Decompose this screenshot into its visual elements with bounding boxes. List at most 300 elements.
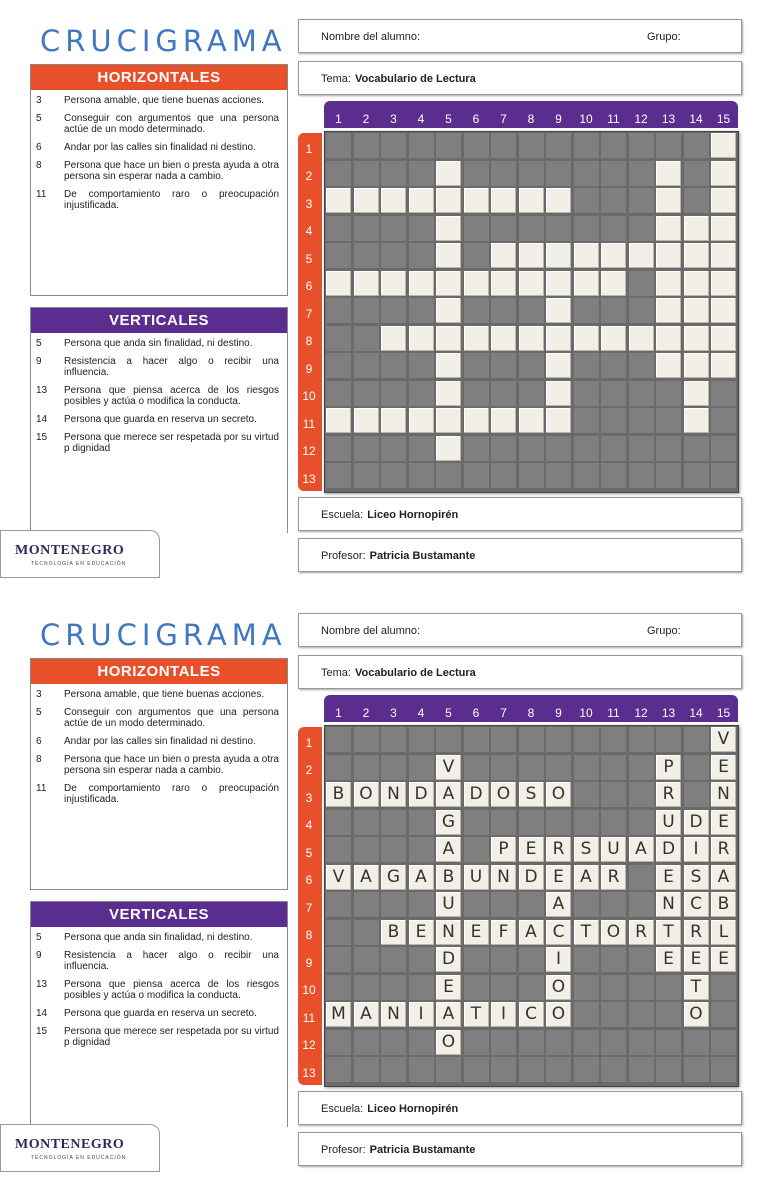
crossword-cell-open[interactable] [436, 216, 461, 241]
crossword-cell-open[interactable] [546, 188, 571, 213]
crossword-cell-blocked [326, 216, 351, 241]
crossword-cell-open[interactable] [656, 326, 681, 351]
column-number: 15 [716, 706, 731, 720]
cell-letter: R [690, 921, 702, 942]
clue-number: 9 [36, 356, 42, 367]
crossword-cell-open[interactable] [436, 298, 461, 323]
crossword-cell-open[interactable] [601, 865, 626, 890]
crossword-cell-open[interactable] [711, 865, 736, 890]
crossword-cell-blocked [381, 298, 406, 323]
cell-letter: B [332, 784, 345, 804]
crossword-cell-blocked [354, 975, 379, 1000]
crossword-cell-blocked [354, 161, 379, 186]
teacher-field [298, 1132, 742, 1166]
cell-letter: E [415, 921, 427, 942]
clue-number: 8 [36, 754, 42, 765]
crossword-cell-open[interactable] [519, 865, 544, 890]
crossword-cell-open[interactable] [326, 188, 351, 213]
crossword-cell-open[interactable] [326, 408, 351, 433]
crossword-cell-blocked [491, 1030, 516, 1055]
crossword-cell-open[interactable] [409, 271, 434, 296]
crossword-cell-open[interactable] [409, 326, 434, 351]
page-title: CRUCIGRAMA [40, 618, 287, 652]
crossword-cell-blocked [491, 810, 516, 835]
crossword-cell-blocked [629, 133, 654, 158]
crossword-cell-open[interactable] [711, 271, 736, 296]
crossword-cell-open[interactable] [436, 326, 461, 351]
cell-letter: T [690, 976, 702, 997]
clue-item [31, 689, 287, 700]
cell-letter: R [552, 839, 565, 859]
topic-label: Tema: [321, 73, 351, 85]
crossword-cell-open[interactable] [491, 865, 516, 890]
crossword-cell-blocked [574, 1057, 599, 1082]
topic-value: Vocabulario de Lectura [354, 667, 476, 679]
clue-item [31, 932, 287, 943]
logo-name: MONTENEGRO [15, 1137, 125, 1152]
crossword-cell-open[interactable] [546, 243, 571, 268]
cell-letter: U [469, 866, 483, 887]
crossword-cell-blocked [629, 947, 654, 972]
row-number: 9 [305, 362, 313, 376]
teacher-label: Profesor: [321, 550, 366, 562]
crossword-cell-open[interactable] [381, 326, 406, 351]
crossword-cell-open[interactable] [409, 1002, 434, 1027]
crossword-cell-open[interactable] [326, 271, 351, 296]
crossword-cell-open[interactable] [546, 298, 571, 323]
crossword-cell-open[interactable] [711, 298, 736, 323]
student-name-field[interactable] [298, 19, 742, 53]
row-number-header [298, 727, 322, 1085]
row-number: 1 [305, 142, 313, 156]
clue-item [31, 707, 287, 729]
crossword-cell-blocked [574, 188, 599, 213]
crossword-cell-open[interactable] [381, 865, 406, 890]
cell-letter: D [661, 839, 676, 859]
crossword-cell-blocked [519, 1030, 544, 1055]
crossword-cell-blocked [409, 837, 434, 862]
crossword-cell-open[interactable] [546, 947, 571, 972]
crossword-cell-open[interactable] [326, 1002, 351, 1027]
crossword-cell-blocked [519, 436, 544, 461]
clue-number: 5 [36, 113, 42, 124]
cell-letter: N [717, 784, 730, 804]
student-name-field[interactable] [298, 613, 742, 647]
clue-number: 3 [36, 95, 42, 106]
crossword-cell-blocked [574, 782, 599, 807]
crossword-cell-open[interactable] [436, 810, 461, 835]
row-number: 12 [302, 1038, 316, 1052]
cell-letter: V [442, 756, 455, 777]
crossword-cell-open[interactable] [436, 975, 461, 1000]
crossword-cell-open[interactable] [601, 243, 626, 268]
crossword-cell-blocked [546, 436, 571, 461]
crossword-cell-open[interactable] [409, 865, 434, 890]
crossword-cell-blocked [464, 810, 489, 835]
clue-number: 13 [36, 979, 48, 990]
crossword-cell-open[interactable] [684, 381, 709, 406]
crossword-cell-open[interactable] [574, 243, 599, 268]
crossword-cell-blocked [354, 755, 379, 780]
cell-letter: A [580, 866, 592, 887]
crossword-cell-open[interactable] [546, 1002, 571, 1027]
crossword-cell-open[interactable] [491, 837, 516, 862]
cell-letter: T [470, 1004, 482, 1024]
crossword-cell-open[interactable] [381, 920, 406, 945]
crossword-cell-open[interactable] [684, 892, 709, 917]
crossword-cell-blocked [656, 463, 681, 488]
crossword-cell-open[interactable] [711, 133, 736, 158]
crossword-cell-open[interactable] [436, 243, 461, 268]
school-value: Liceo Hornopirén [367, 1103, 459, 1115]
crossword-cell-blocked [519, 161, 544, 186]
crossword-cell-open[interactable] [574, 865, 599, 890]
clue-item [31, 736, 287, 747]
crossword-cell-blocked [629, 755, 654, 780]
crossword-cell-open[interactable] [656, 161, 681, 186]
cell-letter: E [718, 949, 729, 969]
crossword-cell-blocked [354, 727, 379, 752]
crossword-cell-open[interactable] [519, 188, 544, 213]
crossword-cell-blocked [574, 975, 599, 1000]
clue-number: 15 [36, 432, 48, 443]
crossword-cell-open[interactable] [546, 782, 571, 807]
crossword-cell-blocked [491, 381, 516, 406]
crossword-cell-open[interactable] [491, 326, 516, 351]
crossword-cell-blocked [601, 947, 626, 972]
crossword-cell-open[interactable] [711, 755, 736, 780]
crossword-cell-open[interactable] [711, 188, 736, 213]
crossword-cell-blocked [711, 408, 736, 433]
crossword-cell-open[interactable] [711, 161, 736, 186]
crossword-cell-open[interactable] [546, 271, 571, 296]
crossword-cell-blocked [354, 353, 379, 378]
crossword-cell-blocked [574, 755, 599, 780]
crossword-cell-open[interactable] [436, 947, 461, 972]
crossword-cell-blocked [381, 975, 406, 1000]
crossword-cell-open[interactable] [326, 865, 351, 890]
crossword-cell-open[interactable] [354, 865, 379, 890]
column-number: 7 [500, 112, 507, 126]
crossword-cell-open[interactable] [436, 920, 461, 945]
crossword-cell-open[interactable] [409, 920, 434, 945]
crossword-cell-open[interactable] [464, 865, 489, 890]
crossword-cell-blocked [546, 463, 571, 488]
crossword-cell-open[interactable] [711, 782, 736, 807]
crossword-cell-open[interactable] [436, 865, 461, 890]
crossword-cell-open[interactable] [656, 271, 681, 296]
crossword-cell-open[interactable] [491, 271, 516, 296]
crossword-cell-open[interactable] [574, 920, 599, 945]
crossword-cell-blocked [326, 463, 351, 488]
crossword-cell-open[interactable] [711, 727, 736, 752]
column-number: 2 [362, 706, 370, 720]
crossword-cell-open[interactable] [436, 892, 461, 917]
crossword-cell-open[interactable] [546, 920, 571, 945]
crossword-cell-open[interactable] [684, 947, 709, 972]
crossword-cell-open[interactable] [629, 243, 654, 268]
group-label: Grupo: [647, 31, 681, 43]
crossword-cell-open[interactable] [491, 188, 516, 213]
crossword-cell-open[interactable] [436, 1002, 461, 1027]
crossword-cell-open[interactable] [684, 865, 709, 890]
crossword-cell-blocked [464, 837, 489, 862]
crossword-cell-open[interactable] [546, 975, 571, 1000]
crossword-cell-blocked [381, 810, 406, 835]
crossword-cell-blocked [464, 298, 489, 323]
crossword-cell-open[interactable] [464, 920, 489, 945]
crossword-cell-open[interactable] [711, 216, 736, 241]
crossword-cell-open[interactable] [656, 755, 681, 780]
cell-letter: D [414, 784, 428, 804]
crossword-cell-open[interactable] [711, 837, 736, 862]
crossword-cell-blocked [684, 188, 709, 213]
column-number: 5 [445, 112, 452, 126]
crossword-cell-open[interactable] [629, 837, 654, 862]
cell-letter: A [360, 866, 372, 887]
crossword-cell-blocked [409, 463, 434, 488]
crossword-cell-open[interactable] [656, 243, 681, 268]
crossword-cell-open[interactable] [684, 1002, 709, 1027]
crossword-cell-open[interactable] [629, 326, 654, 351]
crossword-cell-blocked [601, 216, 626, 241]
crossword-cell-blocked [629, 161, 654, 186]
cell-letter: M [331, 1004, 346, 1024]
crossword-cell-open[interactable] [381, 188, 406, 213]
crossword-cell-blocked [326, 381, 351, 406]
crossword-cell-open[interactable] [491, 1002, 516, 1027]
crossword-cell-blocked [711, 975, 736, 1000]
crossword-cell-open[interactable] [684, 271, 709, 296]
crossword-cell-blocked [491, 755, 516, 780]
crossword-cell-open[interactable] [464, 408, 489, 433]
crossword-cell-open[interactable] [354, 1002, 379, 1027]
crossword-cell-blocked [409, 353, 434, 378]
crossword-cell-blocked [601, 892, 626, 917]
cell-letter: I [555, 949, 561, 969]
crossword-cell-open[interactable] [519, 408, 544, 433]
crossword-cell-open[interactable] [711, 243, 736, 268]
crossword-cell-open[interactable] [409, 188, 434, 213]
crossword-cell-open[interactable] [711, 947, 736, 972]
crossword-cell-blocked [711, 436, 736, 461]
crossword-cell-open[interactable] [491, 782, 516, 807]
crossword-cell-open[interactable] [491, 243, 516, 268]
crossword-cell-open[interactable] [656, 353, 681, 378]
crossword-cell-open[interactable] [436, 381, 461, 406]
crossword-cell-blocked [601, 810, 626, 835]
horizontales-clue-list [31, 689, 287, 805]
crossword-cell-open[interactable] [464, 1002, 489, 1027]
crossword-cell-open[interactable] [684, 353, 709, 378]
crossword-cell-open[interactable] [491, 408, 516, 433]
crossword-cell-open[interactable] [601, 837, 626, 862]
crossword-cell-open[interactable] [601, 920, 626, 945]
crossword-cell-blocked [409, 892, 434, 917]
crossword-cell-open[interactable] [464, 271, 489, 296]
crossword-cell-open[interactable] [464, 326, 489, 351]
crossword-cell-open[interactable] [574, 271, 599, 296]
crossword-grid [324, 131, 739, 493]
crossword-cell-open[interactable] [436, 188, 461, 213]
crossword-cell-open[interactable] [546, 381, 571, 406]
crossword-cell-open[interactable] [574, 837, 599, 862]
crossword-cell-open[interactable] [409, 408, 434, 433]
clue-item [31, 113, 287, 135]
crossword-cell-open[interactable] [684, 408, 709, 433]
crossword-cell-open[interactable] [326, 782, 351, 807]
crossword-cell-open[interactable] [711, 353, 736, 378]
crossword-cell-blocked [326, 161, 351, 186]
cell-letter: T [663, 921, 674, 942]
crossword-cell-blocked [629, 727, 654, 752]
crossword-cell-open[interactable] [519, 920, 544, 945]
crossword-cell-open[interactable] [436, 353, 461, 378]
crossword-cell-blocked [684, 436, 709, 461]
crossword-cell-open[interactable] [519, 326, 544, 351]
crossword-cell-blocked [354, 810, 379, 835]
crossword-cell-open[interactable] [354, 271, 379, 296]
column-number: 15 [716, 112, 731, 126]
crossword-cell-blocked [601, 298, 626, 323]
crossword-cell-blocked [491, 892, 516, 917]
cell-letter: E [470, 921, 482, 942]
crossword-cell-blocked [409, 755, 434, 780]
clue-text: Persona que anda sin finalidad, ni destino. [64, 338, 253, 349]
crossword-cell-blocked [464, 381, 489, 406]
crossword-cell-open[interactable] [684, 243, 709, 268]
crossword-cell-open[interactable] [519, 243, 544, 268]
cell-letter: P [498, 839, 509, 859]
cell-letter: V [717, 729, 730, 749]
crossword-cell-blocked [546, 1030, 571, 1055]
crossword-cell-open[interactable] [629, 920, 654, 945]
crossword-cell-blocked [409, 1057, 434, 1082]
crossword-cell-open[interactable] [684, 920, 709, 945]
crossword-cell-open[interactable] [519, 1002, 544, 1027]
crossword-cell-open[interactable] [436, 271, 461, 296]
crossword-cell-open[interactable] [354, 188, 379, 213]
crossword-cell-open[interactable] [656, 188, 681, 213]
crossword-cell-open[interactable] [684, 216, 709, 241]
crossword-cell-open[interactable] [436, 837, 461, 862]
crossword-cell-open[interactable] [436, 408, 461, 433]
crossword-cell-open[interactable] [656, 892, 681, 917]
crossword-cell-blocked [574, 133, 599, 158]
crossword-cell-open[interactable] [436, 161, 461, 186]
crossword-cell-open[interactable] [491, 920, 516, 945]
cell-letter: N [662, 894, 675, 914]
crossword-cell-blocked [629, 1057, 654, 1082]
crossword-cell-open[interactable] [601, 271, 626, 296]
crossword-cell-open[interactable] [711, 892, 736, 917]
cell-letter: R [717, 839, 730, 859]
crossword-cell-blocked [409, 161, 434, 186]
crossword-cell-open[interactable] [436, 1030, 461, 1055]
crossword-cell-open[interactable] [711, 326, 736, 351]
crossword-cell-blocked [656, 1030, 681, 1055]
column-number: 8 [527, 112, 535, 126]
crossword-cell-open[interactable] [574, 326, 599, 351]
crossword-cell-open[interactable] [464, 188, 489, 213]
verticales-clue-list [31, 932, 287, 1048]
logo-name: MONTENEGRO [15, 543, 125, 558]
crossword-cell-blocked [601, 727, 626, 752]
crossword-cell-open[interactable] [354, 782, 379, 807]
column-number: 4 [417, 706, 425, 720]
crossword-cell-open[interactable] [436, 755, 461, 780]
crossword-cell-open[interactable] [519, 782, 544, 807]
crossword-cell-blocked [381, 243, 406, 268]
crossword-cell-open[interactable] [436, 436, 461, 461]
crossword-cell-open[interactable] [546, 408, 571, 433]
crossword-cell-open[interactable] [381, 1002, 406, 1027]
column-number: 1 [335, 112, 342, 126]
crossword-cell-open[interactable] [684, 298, 709, 323]
crossword-cell-blocked [326, 1030, 351, 1055]
crossword-cell-open[interactable] [381, 782, 406, 807]
crossword-cell-blocked [629, 298, 654, 323]
crossword-cell-open[interactable] [656, 837, 681, 862]
crossword-cell-open[interactable] [711, 920, 736, 945]
crossword-cell-open[interactable] [656, 782, 681, 807]
crossword-cell-open[interactable] [684, 326, 709, 351]
crossword-cell-open[interactable] [519, 837, 544, 862]
crossword-cell-open[interactable] [546, 837, 571, 862]
clue-item [31, 385, 287, 407]
crossword-cell-open[interactable] [381, 408, 406, 433]
crossword-cell-open[interactable] [464, 782, 489, 807]
crossword-cell-open[interactable] [656, 810, 681, 835]
crossword-cell-open[interactable] [409, 782, 434, 807]
crossword-cell-open[interactable] [656, 920, 681, 945]
crossword-cell-blocked [601, 408, 626, 433]
crossword-cell-open[interactable] [436, 782, 461, 807]
cell-letter: D [689, 811, 703, 832]
cell-letter: A [635, 839, 647, 859]
crossword-cell-open[interactable] [354, 408, 379, 433]
crossword-cell-blocked [491, 216, 516, 241]
crossword-cell-open[interactable] [684, 975, 709, 1000]
crossword-cell-open[interactable] [656, 865, 681, 890]
crossword-cell-blocked [464, 892, 489, 917]
crossword-cell-blocked [464, 1030, 489, 1055]
crossword-cell-open[interactable] [656, 298, 681, 323]
crossword-cell-blocked [354, 837, 379, 862]
cell-letter: O [689, 1004, 703, 1024]
crossword-cell-open[interactable] [546, 865, 571, 890]
crossword-cell-open[interactable] [684, 810, 709, 835]
crossword-cell-open[interactable] [711, 810, 736, 835]
crossword-cell-blocked [601, 353, 626, 378]
crossword-cell-open[interactable] [546, 892, 571, 917]
column-number-header [324, 101, 738, 128]
cell-letter: O [496, 784, 511, 804]
crossword-cell-open[interactable] [684, 837, 709, 862]
crossword-cell-open[interactable] [601, 326, 626, 351]
crossword-cell-open[interactable] [546, 353, 571, 378]
crossword-cell-open[interactable] [519, 271, 544, 296]
crossword-cell-open[interactable] [546, 326, 571, 351]
crossword-cell-blocked [464, 216, 489, 241]
crossword-cell-open[interactable] [656, 216, 681, 241]
crossword-cell-blocked [629, 408, 654, 433]
crossword-cell-open[interactable] [656, 947, 681, 972]
crossword-cell-blocked [711, 463, 736, 488]
crossword-cell-open[interactable] [381, 271, 406, 296]
crossword-cell-blocked [464, 755, 489, 780]
crossword-cell-blocked [629, 353, 654, 378]
